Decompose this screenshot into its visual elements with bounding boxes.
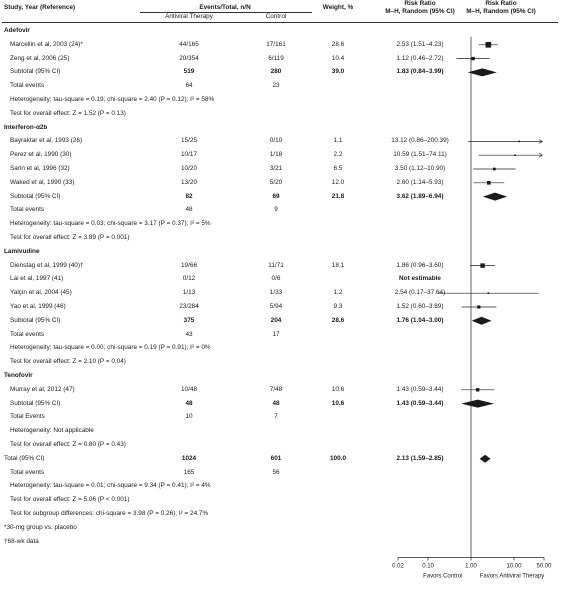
pooled-diamond [468, 68, 497, 76]
group-label: Adefovir [4, 27, 30, 34]
stat-note: Test for overall effect: Z = 5.06 (P < 0.001) [10, 496, 130, 504]
subtotal-label: Subtotal (95% CI) [10, 316, 61, 324]
favors-control-label: Favors Control [423, 573, 463, 580]
point-estimate-square [488, 292, 490, 294]
control-value: 0/6 [271, 275, 281, 283]
antiviral-value: 43 [185, 330, 193, 338]
control-value: 601 [270, 454, 282, 462]
header-rr1: Risk Ratio [404, 0, 436, 7]
risk-ratio-value: 2.60 (1.14–5.93) [396, 178, 444, 186]
weight-value: 12.0 [331, 178, 345, 186]
control-value: 56 [272, 468, 280, 476]
antiviral-value: 44/165 [179, 40, 199, 48]
point-estimate-square [493, 168, 496, 171]
weight-value: 100.0 [330, 454, 346, 462]
weight-value: 28.6 [331, 40, 345, 48]
point-estimate-square [518, 141, 520, 143]
events-label: Total events [10, 330, 45, 338]
pooled-diamond [461, 400, 494, 408]
study-label: Sarin et al, 1996 (32) [10, 165, 70, 172]
point-estimate-square [514, 154, 516, 156]
control-value: 7/48 [269, 385, 283, 393]
point-estimate-square [477, 305, 480, 308]
antiviral-value: 23/284 [179, 303, 199, 310]
weight-value: 39.0 [331, 68, 345, 76]
antiviral-value: 10/17 [181, 151, 197, 159]
x-tick-label: 10.00 [506, 563, 522, 570]
risk-ratio-value: 1.86 (0.96–3.60) [396, 261, 444, 269]
risk-ratio-value: 3.62 (1.89–6.94) [396, 192, 444, 200]
control-value: 0/10 [269, 137, 283, 145]
group-label: Lamivudine [4, 247, 40, 255]
stat-note: Test for overall effect: Z = 0.80 (P = 0.43) [10, 441, 126, 448]
weight-value: 10.6 [331, 399, 345, 407]
antiviral-value: 15/25 [181, 137, 197, 145]
footnote: *30-mg group vs. placebo [4, 523, 77, 531]
header-control: Control [265, 13, 287, 20]
favors-antiviral-label: Favors Antiviral Therapy [479, 573, 545, 580]
stat-note: Test for overall effect: Z = 3.89 (P = 0.001) [10, 234, 130, 241]
antiviral-value: 0/12 [182, 275, 196, 283]
point-estimate-square [487, 181, 491, 185]
stat-note: Heterogeneity: tau-square = 0.03; chi-square = 3.17 (P = 0.37); I² = 5% [10, 220, 211, 228]
point-estimate-square [486, 42, 492, 48]
study-label: Lai et al, 1997 (41) [10, 275, 64, 283]
control-value: 6/119 [268, 54, 284, 62]
point-estimate-square [476, 388, 479, 391]
antiviral-value: 10/20 [181, 165, 197, 172]
x-tick-label: 0.10 [422, 563, 434, 570]
antiviral-value: 20/354 [179, 54, 199, 62]
antiviral-value: 1024 [181, 454, 197, 462]
control-value: 5/20 [269, 178, 283, 186]
risk-ratio-value: 2.13 (1.59–2.85) [396, 454, 444, 462]
point-estimate-square [471, 57, 474, 60]
control-value: 204 [270, 316, 282, 324]
antiviral-value: 1/13 [182, 289, 196, 297]
risk-ratio-value: 1.76 (1.04–3.00) [396, 316, 444, 324]
total-label: Total (95% CI) [4, 454, 45, 462]
control-value: 7 [274, 413, 278, 421]
study-label: Bayraktar et al, 1993 (26) [10, 137, 83, 145]
antiviral-value: 165 [183, 468, 195, 476]
subtotal-label: Subtotal (95% CI) [10, 192, 61, 200]
weight-value: 9.3 [333, 303, 343, 310]
stat-note: Heterogeneity: tau-square = 0.01; chi-square = 9.34 (P = 0.41); I² = 4% [10, 482, 211, 490]
events-label: Total events [10, 82, 45, 90]
control-value: 69 [272, 192, 280, 200]
risk-ratio-value: 13.12 (0.86–200.39) [391, 137, 449, 145]
study-label: Dienstag et al, 1999 (40)† [10, 261, 84, 269]
x-tick-label: 1.00 [465, 563, 477, 570]
risk-ratio-value: 2.54 (0.17–37.64) [394, 289, 446, 297]
study-label: Zeng et al, 2006 (25) [10, 54, 70, 62]
point-estimate-square [480, 263, 484, 267]
antiviral-value: 519 [183, 68, 195, 76]
header-rr2: M–H, Random (95% CI) [385, 8, 455, 15]
antiviral-value: 375 [183, 316, 195, 324]
events-label: Total events [10, 468, 45, 476]
study-label: Yao et al, 1999 (46) [10, 303, 66, 310]
control-value: 17/161 [266, 40, 286, 48]
weight-value: 28.6 [331, 316, 345, 324]
risk-ratio-value: 2.53 (1.51–4.23) [396, 40, 444, 48]
header-rr-plot2: M–H, Random (95% CI) [466, 8, 536, 15]
risk-ratio-value: 1.43 (0.59–3.44) [396, 399, 444, 407]
weight-value: 18.1 [331, 261, 345, 269]
subtotal-label: Subtotal (95% CI) [10, 68, 61, 76]
group-label: Tenofovir [4, 372, 33, 379]
control-value: 48 [272, 399, 280, 407]
header-study: Study, Year (Reference) [4, 4, 76, 11]
antiviral-value: 64 [185, 82, 193, 90]
header-antiviral: Antiviral Therapy [165, 13, 213, 20]
antiviral-value: 48 [185, 399, 193, 407]
risk-ratio-value: 1.52 (0.60–3.89) [396, 303, 444, 310]
risk-ratio-value: 1.43 (0.59–3.44) [396, 385, 444, 393]
study-label: Yalçin et al, 2004 (45) [10, 289, 72, 297]
study-label: Marcellin et al, 2003 (24)* [10, 40, 83, 48]
risk-ratio-value: 1.12 (0.46–2.72) [396, 54, 444, 62]
weight-value: 6.5 [333, 165, 343, 172]
group-label: Interferon-α2b [4, 123, 48, 131]
weight-value: 2.2 [333, 151, 343, 159]
pooled-diamond [480, 455, 491, 463]
antiviral-value: 48 [185, 206, 193, 214]
control-value: 280 [270, 68, 282, 76]
control-value: 17 [272, 330, 280, 338]
control-value: 11/71 [268, 261, 284, 269]
stat-note: Test for overall effect: Z = 2.10 (P = 0.04) [10, 358, 126, 366]
control-value: 1/18 [269, 151, 283, 159]
control-value: 3/21 [269, 165, 283, 172]
pooled-diamond [483, 193, 507, 201]
footnote: †68-wk data [4, 537, 39, 545]
study-label: Perez et al, 1990 (30) [10, 151, 72, 159]
x-tick-label: 50.00 [536, 563, 552, 570]
header-rr-plot1: Risk Ratio [485, 0, 517, 7]
antiviral-value: 19/66 [181, 261, 197, 269]
study-label: Waked et al, 1990 (33) [10, 178, 75, 186]
subtotal-label: Subtotal (95% CI) [10, 399, 61, 407]
events-label: Total events [10, 206, 45, 214]
header-events: Events/Total, n/N [199, 4, 251, 11]
weight-value: 1.2 [333, 289, 343, 297]
pooled-diamond [472, 317, 492, 325]
stat-note: Heterogeneity: Not applicable [10, 427, 94, 435]
weight-value: 10.4 [331, 54, 345, 62]
study-label: Murray et al, 2012 (47) [10, 385, 75, 393]
weight-value: 1.1 [333, 137, 343, 145]
antiviral-value: 13/20 [181, 178, 197, 186]
x-tick-label: 0.02 [392, 563, 404, 570]
header-weight: Weight, % [322, 4, 354, 11]
risk-ratio-value: Not estimable [399, 275, 441, 283]
events-label: Total Events [10, 413, 45, 421]
risk-ratio-value: 1.83 (0.84–3.99) [396, 68, 444, 76]
stat-note: Heterogeneity: tau-square = 0.19; chi-square = 2.40 (P = 0.12); I² = 58% [10, 96, 215, 103]
antiviral-value: 10/48 [181, 385, 197, 393]
stat-note: Test for subgroup differences: chi-square = 3.98 (P = 0.26); I² = 24.7% [10, 510, 209, 517]
stat-note: Heterogeneity: tau-square = 0.00; chi-square = 0.19 (P = 0.91); I² = 0% [10, 344, 211, 352]
control-value: 5/94 [269, 303, 283, 310]
antiviral-value: 10 [185, 413, 193, 421]
antiviral-value: 82 [185, 192, 193, 200]
weight-value: 10.6 [331, 385, 345, 393]
risk-ratio-value: 3.50 (1.12–10.90) [394, 165, 446, 172]
control-value: 1/33 [269, 289, 283, 297]
risk-ratio-value: 10.59 (1.51–74.11) [393, 151, 447, 159]
control-value: 23 [272, 82, 280, 90]
stat-note: Test for overall effect: Z = 1.52 (P = 0.13) [10, 109, 126, 117]
control-value: 9 [274, 206, 278, 214]
weight-value: 21.8 [331, 192, 345, 200]
